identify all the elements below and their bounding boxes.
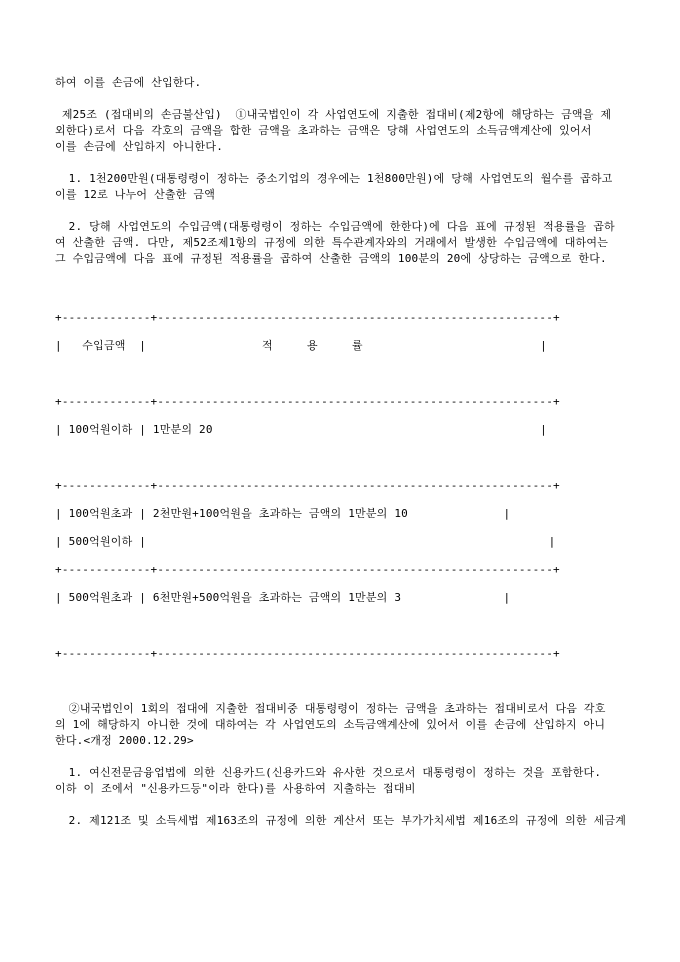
text-line: 이하 이 조에서 "신용카드등"이라 한다)를 사용하여 지출하는 접대비	[55, 782, 416, 795]
text-line: 이를 12로 나누어 산출한 금액	[55, 188, 216, 201]
paragraph-article-25-paragraph-1	[55, 107, 632, 155]
table-line	[55, 437, 632, 451]
text-line: 1. 여신전문금융업법에 의한 신용카드(신용카드와 유사한 것으로서 대통령령이 정하는 것을 포함한다.	[55, 766, 602, 779]
text-line: 한다.<개정 2000.12.29>	[55, 734, 194, 747]
table-line	[55, 549, 632, 563]
table-line	[55, 465, 632, 479]
table-line	[55, 381, 632, 395]
text-line: 2. 제121조 및 소득세법 제163조의 규정에 의한 계산서 또는 부가가치세법 제16조의 규정에 의한 세금계	[55, 814, 627, 827]
document-body	[55, 75, 632, 829]
text-line: 1. 1천200만원(대통령령이 정하는 중소기업의 경우에는 1천800만원)에 당해 사업연도의 월수를 곱하고	[55, 172, 613, 185]
table-line: +-------------+----------------------------------------------------------+	[55, 563, 560, 576]
table-line: +-------------+----------------------------------------------------------+	[55, 647, 560, 660]
paragraph-paragraph-2-item-1	[55, 765, 632, 797]
paragraph-paragraph-2-item-2	[55, 813, 632, 829]
table-line	[55, 577, 632, 591]
text-line: ②내국법인이 1회의 접대에 지출한 접대비중 대통령령이 정하는 금액을 초과하는 접대비로서 다음 각호	[55, 702, 606, 715]
table-line	[55, 521, 632, 535]
paragraph-continuation-line	[55, 75, 632, 91]
table-line: +-------------+----------------------------------------------------------+	[55, 479, 560, 492]
table-line	[55, 619, 632, 633]
table-line	[55, 605, 632, 619]
table-line	[55, 367, 632, 381]
table-line: | 500억원이하 | |	[55, 535, 556, 548]
table-line	[55, 325, 632, 339]
text-line: 하여 이를 손금에 산입한다.	[55, 76, 202, 89]
text-line: 여 산출한 금액. 다만, 제52조제1항의 규정에 의한 특수관계자와의 거래에서 발생한 수입금액에 대하여는	[55, 236, 609, 249]
ascii-table	[55, 311, 632, 661]
table-line: | 500억원초과 | 6천만원+500억원을 초과하는 금액의 1만분의 3 |	[55, 591, 511, 604]
table-line	[55, 409, 632, 423]
table-line: +-------------+----------------------------------------------------------+	[55, 395, 560, 408]
table-line: | 수입금액 | 적 용 률 |	[55, 339, 547, 352]
text-line: 2. 당해 사업연도의 수입금액(대통령령이 정하는 수입금액에 한한다)에 다음 표에 규정된 적용률을 곱하	[55, 220, 615, 233]
paragraph-article-25-paragraph-2	[55, 701, 632, 749]
table-line	[55, 451, 632, 465]
text-line: 이를 손금에 산입하지 아니한다.	[55, 140, 224, 153]
paragraph-item-1	[55, 171, 632, 203]
table-line	[55, 633, 632, 647]
text-line: 외한다)로서 다음 각호의 금액을 합한 금액을 초과하는 금액은 당해 사업연도의 소득금액계산에 있어서	[55, 124, 592, 137]
text-line: 의 1에 해당하지 아니한 것에 대하여는 각 사업연도의 소득금액계산에 있어서 이를 손금에 산입하지 아니	[55, 718, 606, 731]
text-line: 제25조 (접대비의 손금불산입) ①내국법인이 각 사업연도에 지출한 접대비(제2항에 해당하는 금액을 제	[55, 108, 612, 121]
table-line	[55, 493, 632, 507]
table-line: | 100억원초과 | 2천만원+100억원을 초과하는 금액의 1만분의 10 |	[55, 507, 511, 520]
text-line: 그 수입금액에 다음 표에 규정된 적용률을 곱하여 산출한 금액의 100분의 20에 상당하는 금액으로 한다.	[55, 252, 607, 265]
table-line	[55, 353, 632, 367]
paragraph-item-2	[55, 219, 632, 267]
table-line: +-------------+----------------------------------------------------------+	[55, 311, 560, 324]
table-line: | 100억원이하 | 1만분의 20 |	[55, 423, 547, 436]
